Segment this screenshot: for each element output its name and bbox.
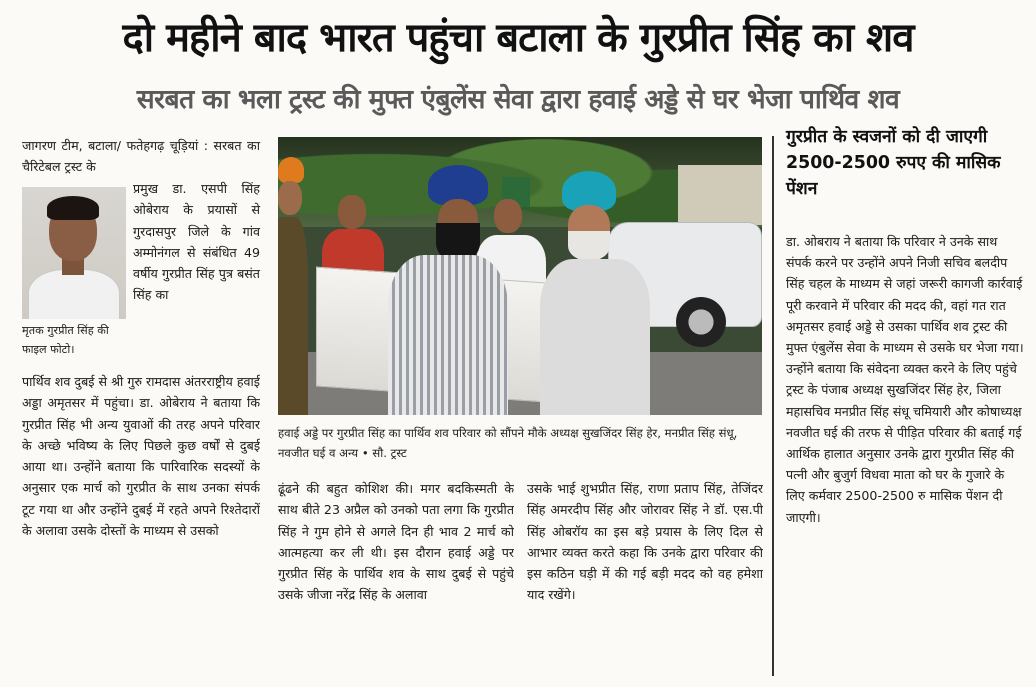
main-news-photo: [278, 137, 762, 415]
column-divider: [772, 136, 774, 676]
portrait-photo: [22, 187, 126, 319]
person-blue-turban: [378, 165, 508, 415]
person-teal-turban: [540, 171, 660, 415]
portrait-shirt: [28, 269, 120, 319]
column-3-body: उसके भाई शुभप्रीत सिंह, राणा प्रताप सिंह, तेजिंदर सिंह अमरदीप सिंह और जोरावर सिंह ने डॉ. एस.पी सिंह ओबरॉय का इस बड़े प्रयास के लिए दिल से आभार व्यक्त करते कहा कि उनके द्वारा परिवार की इस कठिन घड़ी में की गई बड़ी मदद को वह हमेशा याद रखेंगे।: [527, 481, 763, 603]
photo-suv-wheel: [676, 297, 726, 347]
person-left-edge: [278, 157, 308, 415]
sidebar-heading: गुरप्रीत के स्वजनों को दी जाएगी 2500-2500 रुपए की मासिक पेंशन: [786, 127, 1001, 199]
sidebar-body: डा. ओबराय ने बताया कि परिवार ने उनके साथ संपर्क करने पर उन्होंने अपने निजी सचिव बलदीप सिंह चहल के माध्यम से जहां जरूरी कागजी कार्रवाई पूरी करवाने में परिवार की मदद की, वहां गत रात अमृतसर हवाई अड्डे से उसका पार्थिव शव ट्रस्ट की मुफ्त एंबुलेंस सेवा के माध्यम से उसके घर भेजा गया। उन्होंने बताया कि संवेदना व्यक्त करने के लिए पहुंचे ट्रस्ट के पंजाब अध्यक्ष सुखजिंदर सिंह हेर, जिला महासचिव मनप्रीत सिंह संधू चमियारी और कोषाध्यक्ष नवजीत घई की तरफ से पीड़ित परिवार की बताई गई आर्थिक हालात अनुसार उनके द्वारा गुरप्रीत सिंह की पत्नी और बुजुर्ग विधवा माता को घर के गुजारे के लिए कर्मवार 2500-2500 रु मासिक पेंशन दी जाएगी।: [786, 234, 1024, 525]
headline: दो महीने बाद भारत पहुंचा बटाला के गुरप्रीत सिंह का शव: [122, 15, 914, 61]
column-1-body: पार्थिव शव दुबई से श्री गुरु रामदास अंतरराष्ट्रीय हवाई अड्डा अमृतसर में पहुंचा। डा. ओबेराय ने बताया कि गुरप्रीत सिंह भी अन्य युवाओं की तरह अपने परिवार के अच्छे भविष्य के लिए पिछले कुछ वर्षों से दुबई आया था। उन्होंने बताया कि पारिवारिक सदस्यों के अनुसार एक मार्च को गुरप्रीत के साथ उनका संपर्क टूट गया था और उन्होंने दुबई में रहते अपने रिश्तेदारों के अलावा उसके दोस्तों के माध्यम से उसको: [22, 374, 260, 539]
column-2-body: ढूंढने की बहुत कोशिश की। मगर बदकिस्मती के साथ बीते 23 अप्रैल को उनको पता लगा कि गुरप्रीत सिंह ने गुम होने से अगले दिन ही भाव 2 मार्च को आत्महत्या कर ली थी। इस दौरान हवाई अड्डे पर गुरप्रीत सिंह के पार्थिव शव के साथ दुबई से पहुंचे उसके जीजा नरेंद्र सिंह के अलावा: [278, 481, 514, 603]
column-1-beside-photo: प्रमुख डा. एसपी सिंह ओबेराय के प्रयासों से गुरदासपुर जिले के गांव अम्मोनंगल से संबंधित 49 वर्षीय गुरप्रीत सिंह पुत्र बसंत सिंह का: [133, 181, 260, 303]
portrait-caption: मृतक गुरप्रीत सिंह की फाइल फोटो।: [22, 324, 109, 356]
photo-building: [678, 165, 762, 225]
column-1-intro: जागरण टीम, बटाला/ फतेहगढ़ चूड़ियां : सरबत का चैरिटेबल ट्रस्ट के: [22, 138, 260, 175]
photo-caption: हवाई अड्डे पर गुरप्रीत सिंह का पार्थिव शव परिवार को सौंपने मौके अध्यक्ष सुखजिंदर सिंह हेर, मनप्रीत सिंह संधू, नवजीत घई व अन्य • सौ. ट्रस्ट: [278, 426, 738, 460]
portrait-hair: [47, 196, 99, 220]
subheadline: सरबत का भला ट्रस्ट की मुफ्त एंबुलेंस सेवा द्वारा हवाई अड्डे से घर भेजा पार्थिव शव: [136, 84, 900, 115]
